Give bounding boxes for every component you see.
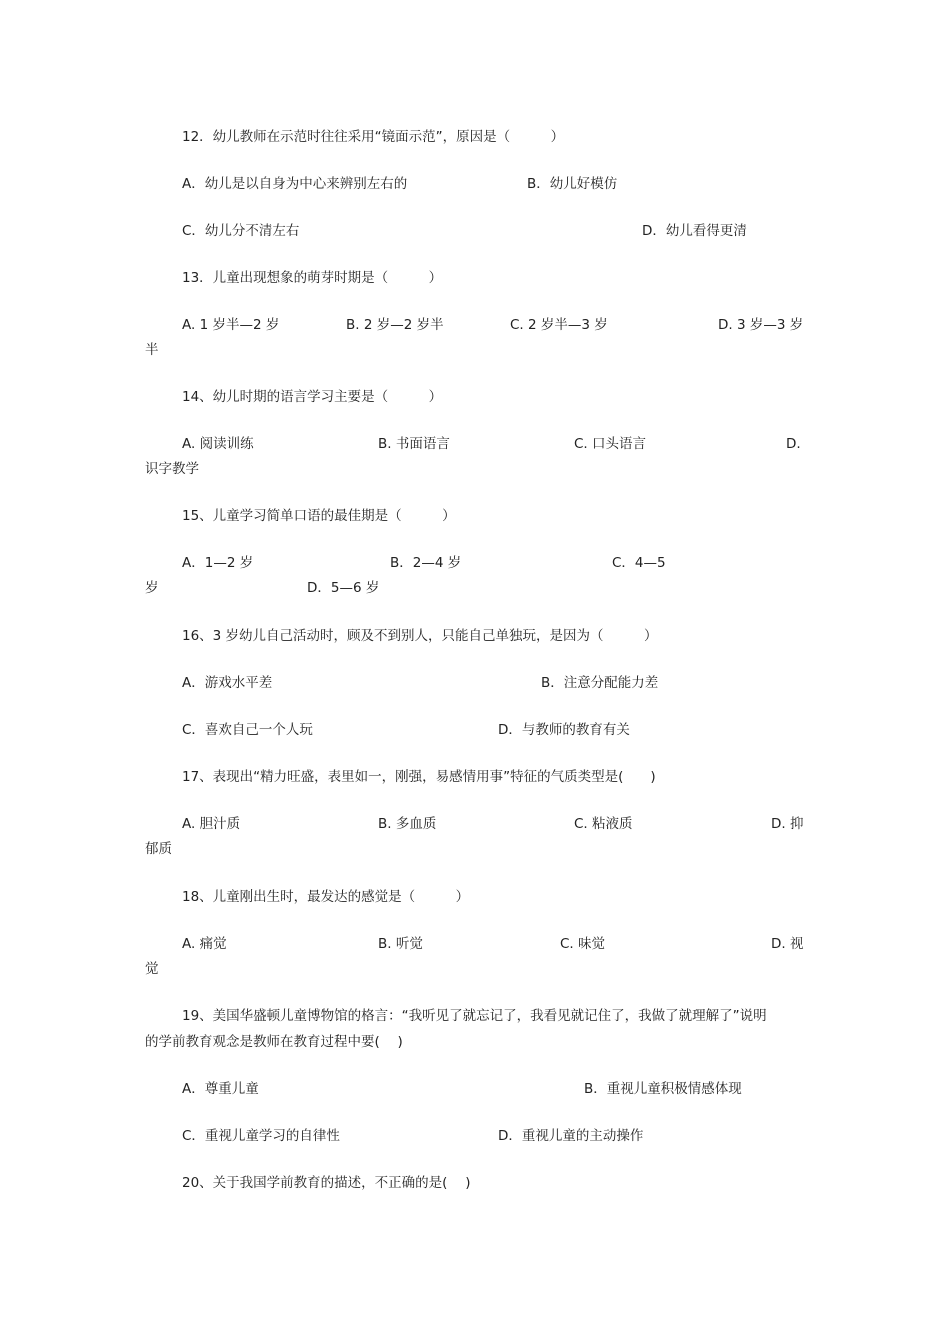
question-15-option-d: D．5—6 岁 [307, 580, 380, 596]
question-15-option-a: A．1—2 岁 [182, 555, 254, 571]
question-19-stem: 19、美国华盛顿儿童博物馆的格言：“我听见了就忘记了，我看见就记住了，我做了就理解了”说明 [182, 1008, 767, 1024]
question-17-option-d-continued: 郁质 [145, 841, 172, 857]
question-19-option-a: A．尊重儿童 [182, 1081, 259, 1097]
question-16-stem: 16、3 岁幼儿自己活动时，顾及不到别人，只能自己单独玩，是因为（ ） [182, 628, 658, 644]
question-17-stem: 17、表现出“精力旺盛，表里如一，刚强，易感情用事”特征的气质类型是( ) [182, 769, 656, 785]
question-14-option-d-continued: 识字教学 [145, 461, 199, 477]
question-12-option-c: C．幼儿分不清左右 [182, 223, 300, 239]
question-17-option-a: A. 胆汁质 [182, 816, 241, 832]
question-17-option-d: D. 抑 [771, 816, 804, 832]
question-16-option-a: A．游戏水平差 [182, 675, 273, 691]
question-19-stem-continued: 的学前教育观念是教师在教育过程中要( ) [145, 1034, 403, 1050]
question-13-stem: 13．儿童出现想象的萌芽时期是（ ） [182, 270, 443, 286]
question-18-option-c: C. 味觉 [560, 936, 606, 952]
question-18-option-a: A. 痛觉 [182, 936, 227, 952]
question-17-option-b: B. 多血质 [378, 816, 437, 832]
question-15-option-c-continued: 岁 [145, 580, 159, 596]
question-20-stem: 20、关于我国学前教育的描述，不正确的是( ) [182, 1175, 471, 1191]
question-18-stem: 18、儿童刚出生时，最发达的感觉是（ ） [182, 889, 470, 905]
question-12-option-d: D．幼儿看得更清 [642, 223, 747, 239]
question-14-option-c: C. 口头语言 [574, 436, 647, 452]
question-14-stem: 14、幼儿时期的语言学习主要是（ ） [182, 389, 443, 405]
question-16-option-b: B．注意分配能力差 [541, 675, 659, 691]
question-17-option-c: C. 粘液质 [574, 816, 633, 832]
question-14-option-b: B. 书面语言 [378, 436, 450, 452]
question-12-option-b: B．幼儿好模仿 [527, 176, 618, 192]
question-13-option-d: D. 3 岁—3 岁 [718, 317, 804, 333]
question-14-option-d: D. [786, 436, 801, 452]
question-15-option-b: B．2—4 岁 [390, 555, 462, 571]
question-18-option-d: D. 视 [771, 936, 804, 952]
question-13-option-b: B. 2 岁—2 岁半 [346, 317, 444, 333]
question-15-option-c: C．4—5 [612, 555, 666, 571]
question-19-option-b: B．重视儿童积极情感体现 [584, 1081, 742, 1097]
question-18-option-d-continued: 觉 [145, 961, 159, 977]
question-19-option-c: C．重视儿童学习的自律性 [182, 1128, 340, 1144]
question-14-option-a: A. 阅读训练 [182, 436, 254, 452]
question-13-option-c: C. 2 岁半—3 岁 [510, 317, 608, 333]
question-19-option-d: D．重视儿童的主动操作 [498, 1128, 644, 1144]
question-16-option-d: D．与教师的教育有关 [498, 722, 630, 738]
question-13-option-a: A. 1 岁半—2 岁 [182, 317, 280, 333]
question-12-stem: 12．幼儿教师在示范时往往采用“镜面示范”，原因是（ ） [182, 129, 565, 145]
question-12-option-a: A．幼儿是以自身为中心来辨别左右的 [182, 176, 408, 192]
question-18-option-b: B. 听觉 [378, 936, 423, 952]
question-16-option-c: C．喜欢自己一个人玩 [182, 722, 313, 738]
question-15-stem: 15、儿童学习简单口语的最佳期是（ ） [182, 508, 456, 524]
question-13-option-d-continued: 半 [145, 342, 159, 358]
